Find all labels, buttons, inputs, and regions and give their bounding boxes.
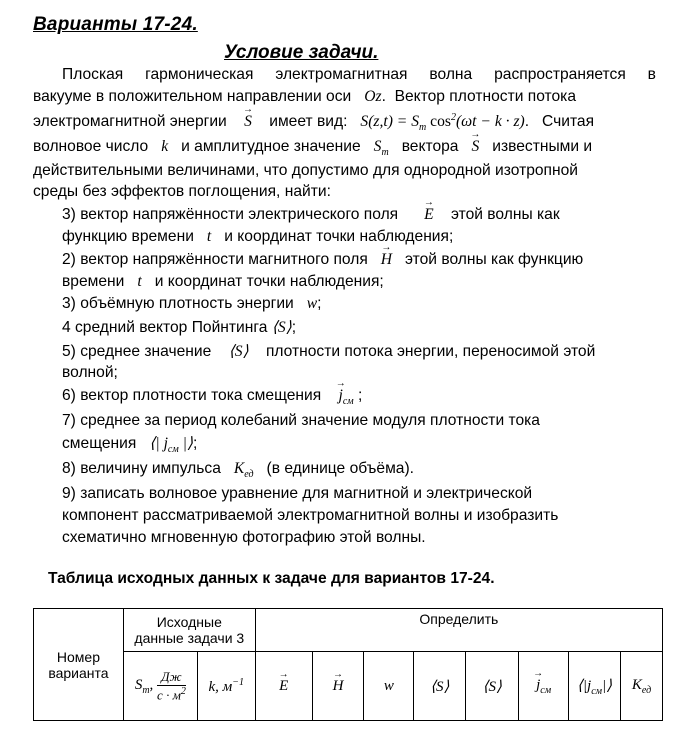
item-7-cont: смещения ⟨| $j_{см}$ |⟩; bbox=[62, 435, 198, 456]
item-9-cont-2: схематично мгновенную фотографию этой волны. bbox=[62, 529, 426, 546]
item-1-cont: функцию времени t и координат точки наблюдения; bbox=[62, 228, 454, 245]
item-7: 7) среднее за период колебаний значение модуля плотности тока bbox=[62, 412, 540, 429]
sym-s-vec: ⟨S⟩ bbox=[414, 652, 466, 721]
condition-heading: Условие задачи. bbox=[224, 42, 379, 63]
variants-heading: Варианты 17-24. bbox=[33, 14, 198, 35]
item-2-cont: времени t и координат точки наблюдения; bbox=[62, 273, 384, 290]
intro-line-4: волновое число k и амплитудное значение $S_m$ вектора → S известными и bbox=[33, 138, 592, 158]
table-title: Таблица исходных данных к задаче для вариантов 17-24. bbox=[48, 570, 495, 587]
item-4: 4 средний вектор Пойнтинга ⟨S⟩; bbox=[62, 319, 297, 336]
item-5-cont: волной; bbox=[62, 364, 118, 381]
item-2: 2) вектор напряжённости магнитного поля → H этой волны как функцию bbox=[62, 251, 583, 269]
intro-line-3: электромагнитной энергии → S имеет вид: $S(z,t) = S_m$ $\cos^2(\omega t - k \cdot z)$. Считая bbox=[33, 112, 594, 133]
intro-line-1: Плоская гармоническая электромагнитная волна распространяется в bbox=[62, 66, 656, 83]
sym-k: k, $м^{-1}$ bbox=[197, 652, 255, 721]
col-determine-header: Определить bbox=[255, 609, 662, 652]
item-5: 5) среднее значение ⟨S⟩ плотности потока энергии, переносимой этой bbox=[62, 343, 596, 360]
sym-k-ed: $K_{ед}$ bbox=[621, 652, 663, 721]
item-9: 9) записать волновое уравнение для магнитной и электрической bbox=[62, 485, 533, 502]
item-9-cont-1: компонент рассматриваемой электромагнитной волны и изобразить bbox=[62, 507, 559, 524]
sym-h: → H bbox=[312, 652, 364, 721]
sym-j-mod: $⟨|j_{см}|⟩$ bbox=[569, 652, 621, 721]
col-source-header: Исходные данные задачи 3 bbox=[123, 609, 255, 652]
col-variant-header: Номер варианта bbox=[34, 609, 124, 721]
item-1: 3) вектор напряжённости электрического поля → E этой волны как bbox=[62, 206, 560, 224]
item-3: 3) объёмную плотность энергии w; bbox=[62, 295, 322, 312]
poynting-formula: $S(z,t) = S_m$ $\cos^2(\omega t - k \cdot z)$ bbox=[360, 112, 525, 134]
source-data-table bbox=[33, 608, 663, 721]
sym-e: → E bbox=[255, 652, 312, 721]
sym-w: w bbox=[364, 652, 414, 721]
sym-sm: $S_m$, $\frac{Дж}{с \cdot м^2}$ bbox=[123, 652, 197, 721]
intro-line-6: среды без эффектов поглощения, найти: bbox=[33, 183, 331, 200]
intro-line-5: действительными величинами, что допустимо для однородной изотропной bbox=[33, 162, 578, 179]
item-8: 8) величину импульса $K_{ед}$ (в единице объёма). bbox=[62, 460, 414, 481]
sym-j: → $j_{см}$ bbox=[519, 652, 569, 721]
item-6: 6) вектор плотности тока смещения → $j_{см}$ ; bbox=[62, 387, 362, 407]
sym-s: ⟨S⟩ bbox=[466, 652, 519, 721]
intro-line-2: вакууме в положительном направлении оси Oz. Вектор плотности потока bbox=[33, 88, 576, 105]
